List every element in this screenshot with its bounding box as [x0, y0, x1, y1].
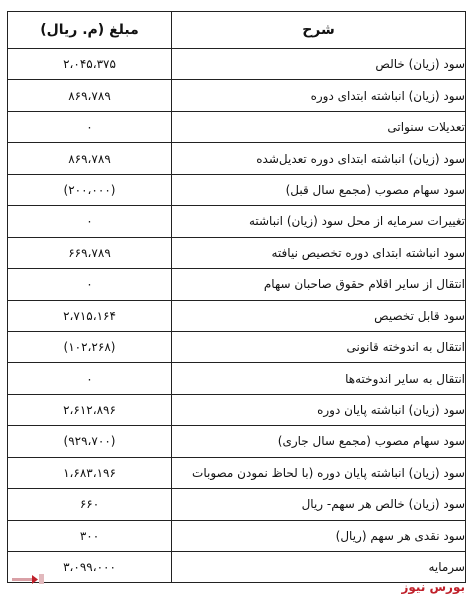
table-row [8, 394, 466, 425]
table-row [8, 457, 466, 488]
table-row [8, 237, 466, 268]
amount-column-header: مبلغ (م. ریال) [8, 12, 172, 49]
description-cell: انتقال به سایر اندوخته‌ها [172, 363, 466, 394]
table-row [8, 143, 466, 174]
amount-cell: ۸۶۹،۷۸۹ [8, 143, 172, 174]
amount-cell: ۳،۰۹۹،۰۰۰ [8, 552, 172, 583]
description-cell: سود (زیان) خالص هر سهم- ریال [172, 489, 466, 520]
description-cell: سود (زیان) انباشته پایان دوره [172, 394, 466, 425]
description-cell: انتقال از سایر اقلام حقوق صاحبان سهام [172, 269, 466, 300]
amount-cell: ۰ [8, 111, 172, 142]
watermark-text: بورس نیوز [401, 580, 465, 594]
bourse-news-logo-icon [12, 572, 46, 586]
description-cell: سود سهام مصوب (مجمع سال قبل) [172, 174, 466, 205]
financial-table [7, 11, 466, 583]
description-cell: سود (زیان) انباشته پایان دوره (با لحاظ نمودن مصوبات [172, 457, 466, 488]
amount-cell: ۸۶۹،۷۸۹ [8, 80, 172, 111]
amount-cell: (۱۰۲،۲۶۸) [8, 331, 172, 362]
table-row [8, 552, 466, 583]
table-row [8, 269, 466, 300]
amount-cell: ۲،۶۱۲،۸۹۶ [8, 394, 172, 425]
table-row [8, 363, 466, 394]
description-cell: سود (زیان) انباشته ابتدای دوره تعدیل‌شده [172, 143, 466, 174]
description-cell: سود انباشته ابتدای دوره تخصیص نیافته [172, 237, 466, 268]
amount-cell: ۱،۶۸۳،۱۹۶ [8, 457, 172, 488]
amount-cell: ۲،۰۴۵،۳۷۵ [8, 49, 172, 80]
amount-cell: ۶۶۰ [8, 489, 172, 520]
table-header-row [8, 12, 466, 49]
amount-cell: ۶۶۹،۷۸۹ [8, 237, 172, 268]
table-row [8, 80, 466, 111]
amount-cell: (۲۰۰،۰۰۰) [8, 174, 172, 205]
table-row [8, 300, 466, 331]
description-column-header: شرح [172, 12, 466, 49]
table-row [8, 331, 466, 362]
amount-cell: ۳۰۰ [8, 520, 172, 551]
table-body [8, 49, 466, 583]
amount-cell: ۲،۷۱۵،۱۶۴ [8, 300, 172, 331]
description-cell: سود سهام مصوب (مجمع سال جاری) [172, 426, 466, 457]
table-row [8, 520, 466, 551]
amount-cell: ۰ [8, 363, 172, 394]
description-cell: تغییرات سرمایه از محل سود (زیان) انباشته [172, 206, 466, 237]
description-cell: سود (زیان) خالص [172, 49, 466, 80]
amount-cell: (۹۲۹،۷۰۰) [8, 426, 172, 457]
description-cell: تعدیلات سنواتی [172, 111, 466, 142]
table-row [8, 426, 466, 457]
table-row [8, 206, 466, 237]
amount-cell: ۰ [8, 206, 172, 237]
table-row [8, 111, 466, 142]
description-cell: سود نقدی هر سهم (ریال) [172, 520, 466, 551]
description-cell: سرمایه [172, 552, 466, 583]
amount-cell: ۰ [8, 269, 172, 300]
table-row [8, 174, 466, 205]
table-row [8, 49, 466, 80]
description-cell: سود قابل تخصیص [172, 300, 466, 331]
description-cell: انتقال به اندوخته قانونی [172, 331, 466, 362]
description-cell: سود (زیان) انباشته ابتدای دوره [172, 80, 466, 111]
table-row [8, 489, 466, 520]
